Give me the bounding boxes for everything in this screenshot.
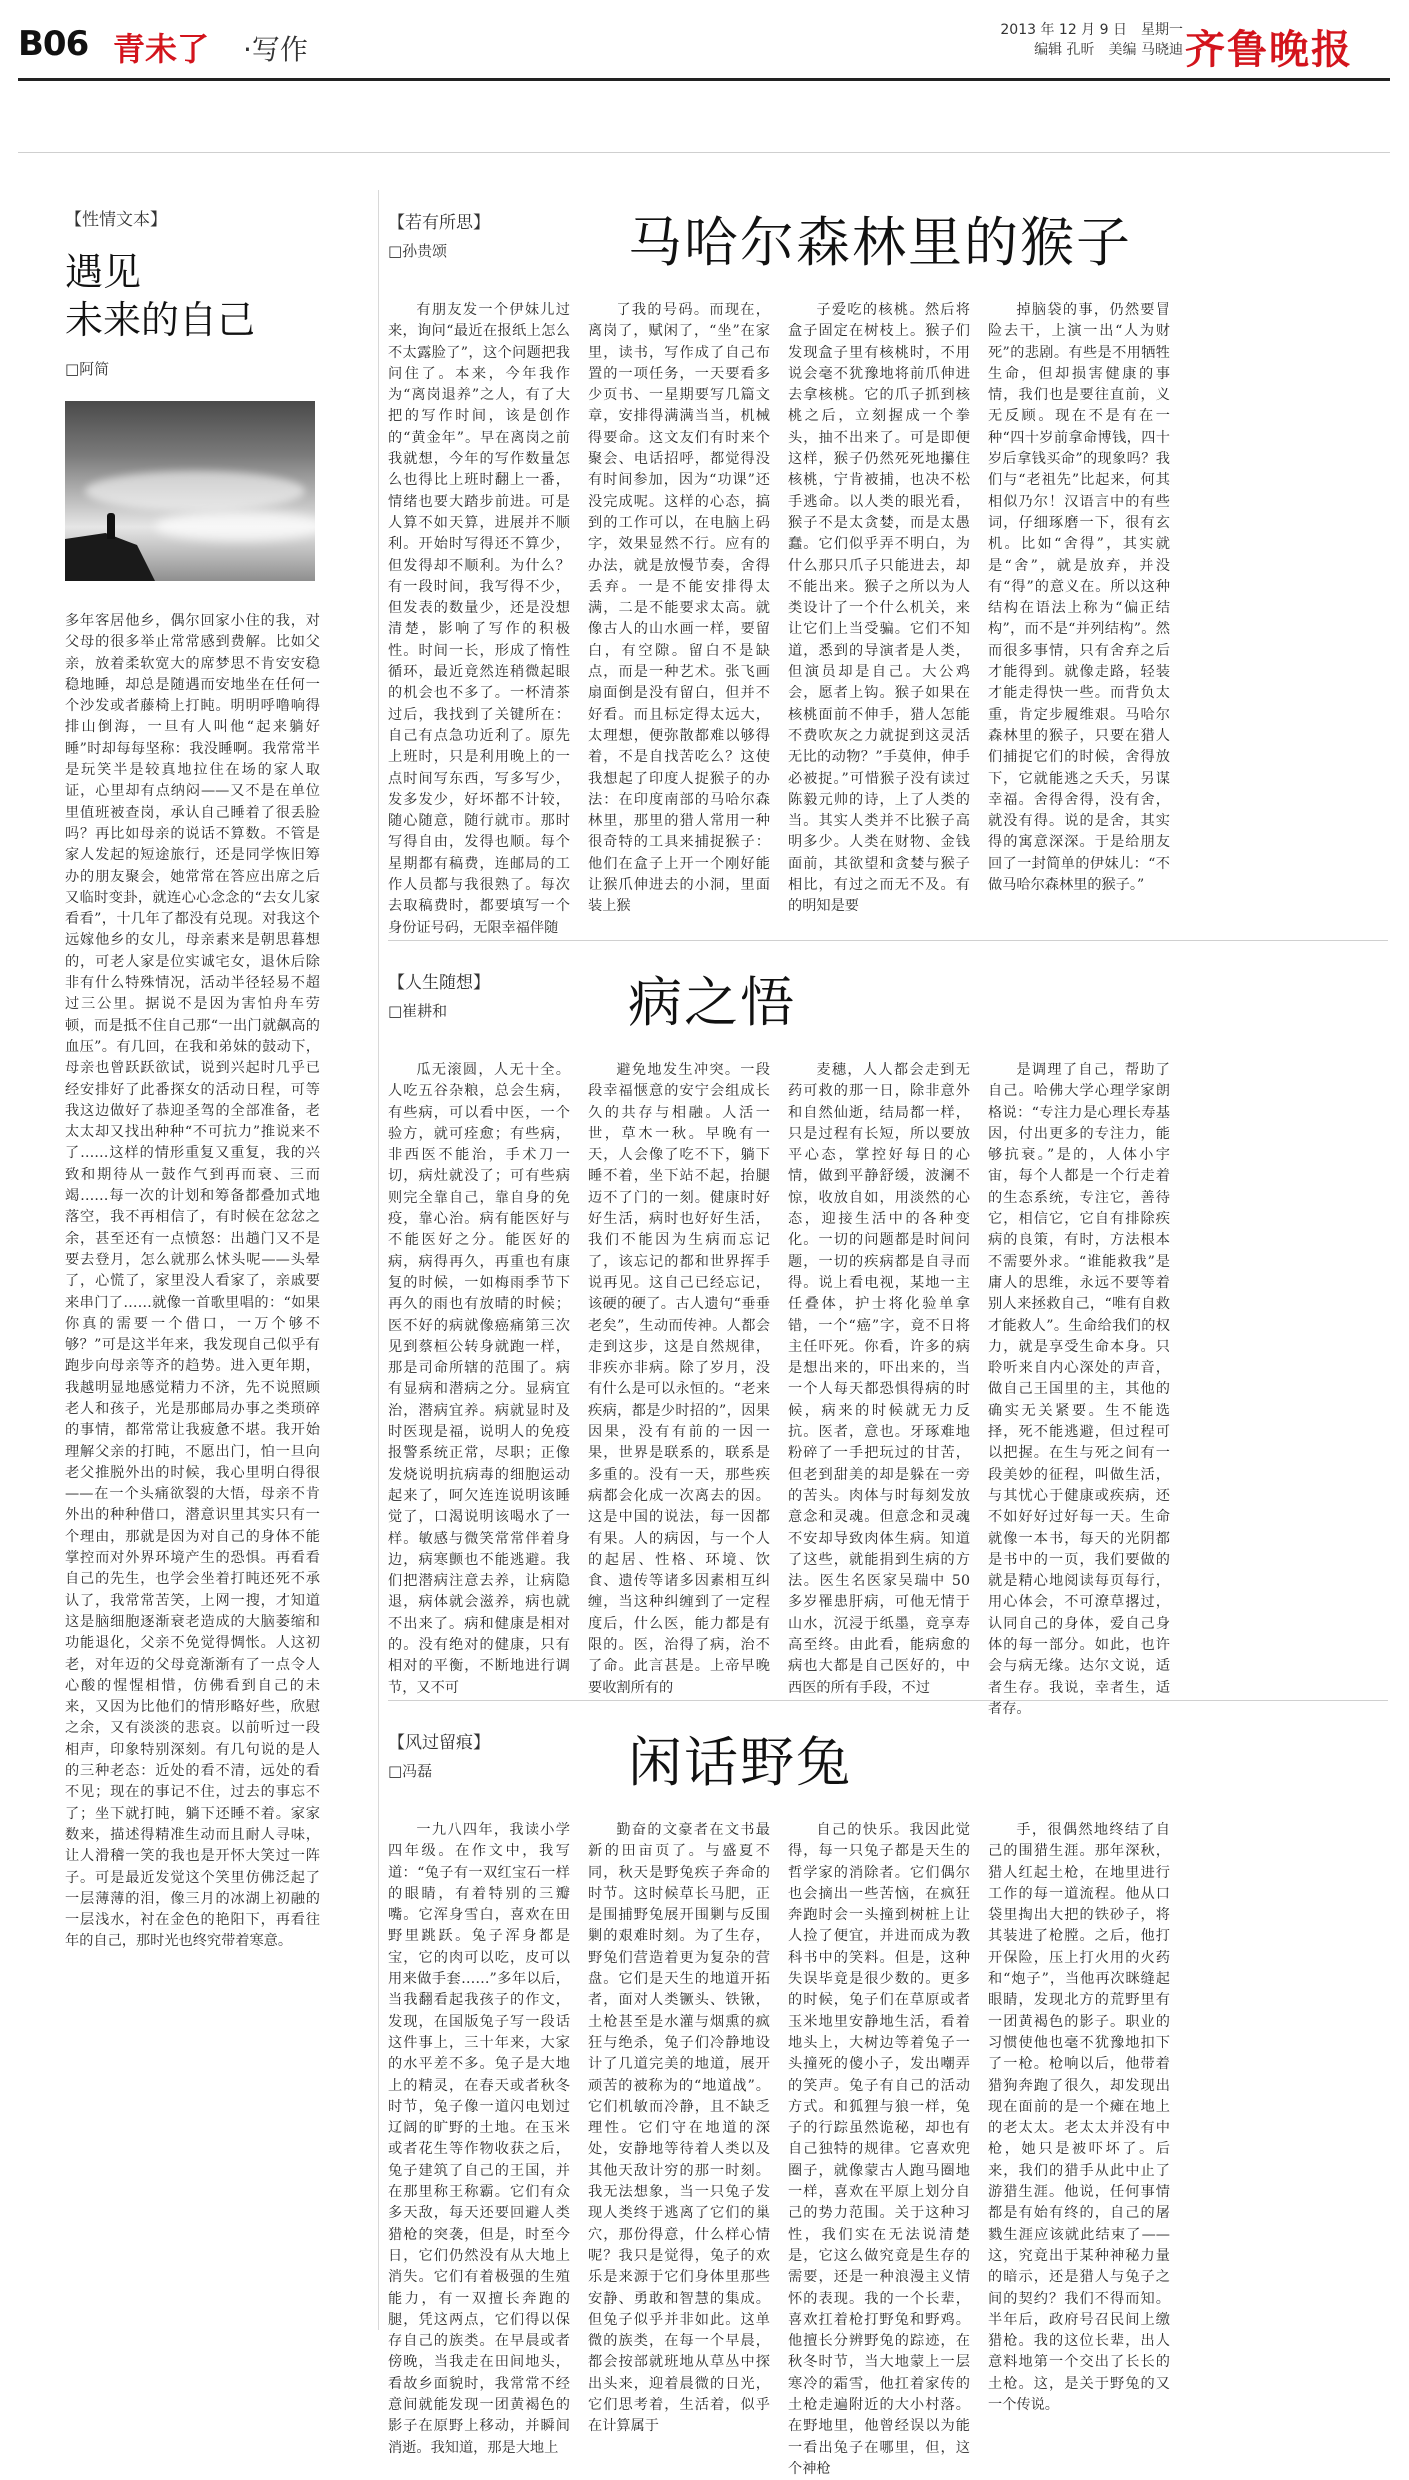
article-column: 避免地发生冲突。一段段幸福惬意的安宁会组成长久的共存与相融。人活一世，草木一秋。早晚有一天，人会像了吃不下，躺下睡不着，坐下站不起，抬腿迈不了门的一刻。健康时好好生活，病时也好好生活，我们不能因为生病而忘记了，该忘记的都和世界挥手说再见。这自己已经忘记，该硬的硬了。古人遗句“垂垂老矣”，生动而传神。人都会走到这步，这是自然规律，非疾亦非病。除了岁月，没有什么是可以永恒的。“老来疾病，都是少时招的”，因果因果，没有有前的一因一果，世界是联系的，联系是多重的。没有一天，那些疾病都会化成一次离去的因。这是中国的说法，每一因都有果。人的病因，与一个人的起居、性格、环境、饮食、遗传等诸多因素相互纠缠，当这种纠缠到了一定程度后，什么医，能力都是有限的。医，治得了病，治不了命。此言甚是。上帝早晚要收割所有的 — [588, 1062, 770, 1696]
photo-figure — [107, 513, 115, 539]
side-article-title — [65, 248, 320, 344]
side-article-body: 多年客居他乡，偶尔回家小住的我，对父母的很多举止常常感到费解。比如父亲，放着柔软宽大的席梦思不肯安安稳稳地睡，却总是随遇而安地坐在任何一个沙发或者藤椅上打盹。明明呼噜响得排山倒海，一旦有人叫他“起来躺好睡”时却每每坚称：我没睡啊。我常常半是玩笑半是较真地拉住在场的家人取证，心里却有点纳闷——又不是在单位里值班被查岗，承认自己睡着了很丢脸吗？再比如母亲的说话不算数。不管是家人发起的短途旅行，还是同学恢旧筹办的朋友聚会，她常常在答应出席之后又临时变卦，就连心心念念的“去女儿家看看”，十几年了都没有兑现。对我这个远嫁他乡的女儿，母亲素来是朝思暮想的，可老人家是位实诚宅女，退休后除非有什么特殊情况，活动半径轻易不超过三公里。据说不是因为害怕舟车劳顿，而是抵不住自己那“一出门就飙高的血压”。有几回，在我和弟妹的鼓动下，母亲也曾跃跃欲试，说到兴起时几乎已经安排好了此番探女的活动日程，可等我这边做好了恭迎圣驾的全部准备，老太太却又找出种种“不可抗力”推说来不了……这样的情形重复又重复，我的兴致和期待从一鼓作气到再而衰、三而竭……每一次的计划和筹备都叠加式地落空，我不再相信了，有时候在忿忿之余，甚至还有一点愤怒：出趟门又不是要去登月，怎么就那么怵头呢——头晕了，心慌了，家里没人看家了，亲戚要来串门了……就像一首歌里唱的：“如果你真的需要一个借口，一万个够不够？”可是这半年来，我发现自己似乎有跑步向母亲等齐的趋势。进入更年期，我越明显地感觉精力不济，先不说照顾老人和孩子，光是那邮局办事之类琐碎的事情，都常常让我疲惫不堪。我开始理解父亲的打盹，不愿出门，怕一旦向老父推脱外出的时候，我心里明白得很——在一个头痛欲裂的大悟，母亲不肯外出的种种借口，潜意识里其实只有一个理由，那就是因为对自己的身体不能掌控而对外界环境产生的恐惧。再看看自己的先生，也学会坐着打盹还死不承认了，我常常苦笑，上网一搜，才知道这是脑细胞逐渐衰老造成的大脑萎缩和功能退化，父亲不免觉得惆怅。人这初老，对年迈的父母竟渐渐有了一点令人心酸的惺惺相惜，仿佛看到自己的未来，又因为比他们的情形略好些，欣慰之余，又有淡淡的悲哀。以前听过一段相声，印象特别深刻。有几句说的是人的三种老态：近处的看不清，远处的看不见；现在的事记不住，过去的事忘不了；坐下就打盹，躺下还睡不着。家家数来，描述得精准生动而且耐人寻味，让人滑稽一笑的我也是开怀大笑过一阵子。可是最近发觉这个笑里仿佛泛起了一层薄薄的泪，像三月的冰湖上初融的一层浅水，衬在金色的艳阳下，再看往年的自己，那时光也终究带着寒意。 — [65, 613, 320, 1950]
photo-cloud — [85, 471, 305, 511]
article-illness — [388, 950, 1388, 1717]
header-rule — [18, 78, 1390, 81]
article-column: 瓜无滚圆，人无十全。人吃五谷杂粮，总会生病，有些病，可以看中医，一个验方，就可痊愈；有些病，非西医不能治，手术刀一切，病灶就没了；可有些病则完全靠自己，靠自身的免疫，靠心治。病有能医好与不能医好之分。能医好的病，病得再久，再重也有康复的时候，一如梅雨季节下再久的雨也有放晴的时候；医不好的病就像癌痛第三次见到蔡桓公转身就跑一样，那是司命所辖的范围了。病有显病和潜病之分。显病宜治，潜病宜养。病就显时及时医现是福，说明人的免疫报警系统正常，尽职；正像发烧说明抗病毒的细胞运动起来了，呵欠连连说明该睡觉了，口渴说明该喝水了一样。敏感与微笑常常伴着身边，病寒颤也不能逃避。我们把潜病注意去养，让病隐退，病体就会滋养，病也就不出来了。病和健康是相对的。没有绝对的健康，只有相对的平衡，不断地进行调节，又不可 — [388, 1062, 570, 1696]
article-separator — [388, 940, 1388, 941]
article-hares — [388, 1710, 1388, 2477]
subsection-name: ·写作 — [243, 33, 308, 66]
article-tag: 【风过留痕】 — [388, 1733, 490, 1753]
editor-line: 编辑 孔昕 美编 马晓迪 — [1034, 42, 1183, 58]
page-number: B06 — [18, 24, 89, 64]
article-column: 掉脑袋的事，仍然要冒险去干，上演一出“人为财死”的悲剧。有些是不用牺牲生命，但却损害健康的事情，我们也是要往直前，义无反顾。现在不是有在一种“四十岁前拿命博钱，四十岁后拿钱买命”的现象吗？我们与“老祖先”比起来，何其相似乃尔！汉语言中的有些词，仔细琢磨一下，很有玄机。比如“舍得”，其实就是“舍”，就是放弃，并没有“得”的意义在。所以这种结构在语法上称为“偏正结构”，而不是“并列结构”。然而很多事情，只有舍弃之后才能得到。就像走路，轻装才能走得快一些。而背负太重，肯定步履维艰。马哈尔森林里的猴子，只要在猎人们捕捉它们的时候，舍得放下，它就能逃之夭夭，另谋幸福。舍得舍得，没有舍，就没有得。说的是舍，其实得的寓意深深。于是给朋友回了一封简单的伊妹儿：“不做马哈尔森林里的猴子。” — [988, 302, 1170, 894]
date-line: 2013 年 12 月 9 日 星期一 — [1000, 22, 1183, 38]
article-separator — [388, 1700, 1388, 1701]
photo-cloud — [155, 511, 325, 541]
article-title: 病之悟 — [628, 971, 796, 1034]
article-title: 闲话野兔 — [628, 1731, 852, 1794]
article-title: 马哈尔森林里的猴子 — [628, 211, 1132, 274]
article-tag: 【若有所思】 — [388, 213, 490, 233]
page-header — [18, 14, 1398, 74]
side-article — [65, 205, 320, 1953]
article-column: 一九八四年，我读小学四年级。在作文中，我写道：“兔子有一双红宝石一样的眼睛，有着特别的三瓣嘴。它浑身雪白，喜欢在田野里跳跃。兔子浑身都是宝，它的肉可以吃，皮可以用来做手套……”多年以后，当我翻看起我孩子的作文，发现，在国版兔子写一段话这件事上，三十年来，大家的水平差不多。兔子是大地上的精灵，在春天或者秋冬时节，兔子像一道闪电划过辽阔的旷野的土地。在玉米或者花生等作物收获之后，兔子建筑了自己的王国，并在那里称王称霸。它们有众多天敌，每天还要回避人类猎枪的突袭，但是，时至今日，它们仍然没有从大地上消失。它们有着极强的生殖能力，有一双擅长奔跑的腿，凭这两点，它们得以保存自己的族类。在早晨或者傍晚，当我走在田间地头，看故乡面貌时，我常常不经意间就能发现一团黄褐色的影子在原野上移动，并瞬间消逝。我知道，那是大地上 — [388, 1822, 570, 2456]
article-column: 自己的快乐。我因此觉得，每一只兔子都是天生的哲学家的消除者。它们偶尔也会摘出一些苦恼，在疯狂奔跑时会一头撞到树桩上让人捡了便宜，并进而成为教科书中的笑料。但是，这种失误毕竟是很少数的。更多的时候，兔子们在草原或者玉米地里安静地生活，看着地头上，大树边等着兔子一头撞死的傻小子，发出嘲弄的笑声。兔子有自己的活动方式。和狐狸与狼一样，兔子的行踪虽然诡秘，却也有自己独特的规律。它喜欢兜圈子，就像蒙古人跑马圈地一样，喜欢在平原上划分自己的势力范围。关于这种习性，我们实在无法说清楚是，它这么做究竟是生存的需要，还是一种浪漫主义情怀的表现。我的一个长辈，喜欢扛着枪打野兔和野鸡。他擅长分辨野兔的踪迹，在秋冬时节，当大地蒙上一层寒冷的霜雪，他扛着家传的土枪走遍附近的大小村落。在野地里，他曾经误以为能一看出兔子在哪里，但，这个神枪 — [788, 1822, 970, 2477]
article-author: □崔耕和 — [388, 1002, 448, 1020]
side-article-tag: 【性情文本】 — [65, 210, 167, 230]
article-column: 勤奋的文豪者在文书最新的田亩页了。与盛夏不同，秋天是野兔疾子奔命的时节。这时候草长马肥，正是围捕野兔展开围剿与反围剿的艰难时刻。为了生存，野兔们营造着更为复杂的营盘。它们是天生的地道开拓者，面对人类镢头、铁锹，土枪甚至是水灌与烟熏的疯狂与绝杀，兔子们冷静地设计了几道完美的地道，展开顽苦的被称为的“地道战”。它们机敏而冷静，且不缺乏理性。它们守在地道的深处，安静地等待着人类以及其他天敌计穷的那一时刻。我无法想象，当一只兔子发现人类终于逃离了它们的巢穴，那份得意，什么样心情呢？我只是觉得，兔子的欢乐是来源于它们身体里那些安静、勇敢和智慧的集成。但兔子似乎并非如此。这单微的族类，在每一个早晨，都会按部就班地从草丛中探出头来，迎着晨微的日光，它们思考着，生活着，似乎在计算属于 — [588, 1822, 770, 2435]
section-name: 青未了 — [113, 30, 210, 68]
article-column: 麦穗，人人都会走到无药可救的那一日，除非意外和自然仙逝，结局都一样，只是过程有长短，所以要放平心态，掌控好每日的心情，做到平静舒缓，波澜不惊，收放自如，用淡然的心态，迎接生活中的各种变化。一切的问题都是时间问题，一切的疾病都是自寻而得。说上看电视，某地一主任叠体，护士将化验单拿错，一个“癌”字，竟不日将主任吓死。你看，许多的病是想出来的，吓出来的，当一个人每天都恐惧得病的时候，病来的时候就无力反抗。医者，意也。牙琢难地粉碎了一手把玩过的甘苦，但老到甜美的却是躲在一旁的苦头。肉体与时每刻发放意念和灵魂。但意念和灵魂不安却导致肉体生病。知道了这些，就能捐到生病的方法。医生名医家吴瑞中 50 多岁罹患肝病，可他无情于山水，沉浸于纸墨，竟享寿高至终。由此看，能病愈的病也大都是自己医好的，中西医的所有手段，不过 — [788, 1062, 970, 1696]
article-column: 了我的号码。而现在，离岗了，赋闲了，“坐”在家里，读书，写作成了自己布置的一项任务，一天要看多少页书、一星期要写几篇文章，安排得满满当当，机械得要命。这文友们有时来个聚会、电话招呼，都觉得没有时间参加，因为“功课”还没完成呢。这样的心态，搞到的工作可以，在电脑上码字，效果显然不行。应有的办法，就是放慢节奏，舍得丢弃。一是不能安排得太满，二是不能要求太高。就像古人的山水画一样，要留白，有空隙。留白不是缺点，而是一种艺术。张飞画扇面倒是没有留白，但并不好看。而且标定得太远大，太理想，便弥散都难以够得着，不是自找苦吃么？这使我想起了印度人捉猴子的办法：在印度南部的马哈尔森林里，那里的猎人常用一种很奇特的工具来捕捉猴子：他们在盒子上开一个刚好能让猴爪伸进去的小洞，里面装上猴 — [588, 302, 770, 915]
side-article-photo — [65, 401, 315, 581]
issue-meta — [1000, 20, 1183, 60]
side-article-author: □阿简 — [65, 360, 110, 378]
article-column: 子爱吃的核桃。然后将盒子固定在树枝上。猴子们发现盒子里有核桃时，不用说会毫不犹豫地将前爪伸进去拿核桃。它的爪子抓到核桃之后，立刻握成一个拳头，抽不出来了。可是即便这样，猴子仍然死死地攥住核桃，宁肯被捕，也决不松手逃命。以人类的眼光看，猴子不是太贪婪，而是太愚蠢。它们似乎弄不明白，为什么那只爪子只能进去，却不能出来。猴子之所以为人类设计了一个什么机关，来让它们上当受骗。它们不知道，悉到的导演者是人类，但演员却是自己。大公鸡会，愿者上钩。猴子如果在核桃面前不伸手，猎人怎能不费吹灰之力就捉到这灵活无比的动物？”手莫伸，伸手必被捉。”可惜猴子没有读过陈毅元帅的诗，上了人类的当。其实人类并不比猴子高明多少。人类在财物、金钱面前，其欲望和贪婪与猴子相比，有过之而无不及。有的明知是要 — [788, 302, 970, 915]
article-column: 手，很偶然地终结了自己的围猎生涯。那年深秋，猎人红起土枪，在地里进行工作的每一道流程。他从口袋里掏出大把的铁砂子，将其装进了枪膛。之后，他打开保险，压上打火用的火药和“炮子”，当他再次眯缝起眼睛，发现北方的荒野里有一团黄褐色的影子。职业的习惯使他也毫不犹豫地扣下了一枪。枪响以后，他带着猎狗奔跑了很久，却发现出现在面前的是一个瘫在地上的老太太。老太太并没有中枪，她只是被吓坏了。后来，我们的猎手从此中止了游猎生涯。他说，任何事情都是有始有终的，自己的屠戮生涯应该就此结束了——这，究竟出于某种神秘力量的暗示，还是猎人与兔子之间的契约？我们不得而知。半年后，政府号召民间上缴猎枪。我的这位长辈，出人意料地第一个交出了长长的土枪。这，是关于野兔的又一个传说。 — [988, 1822, 1170, 2414]
article-monkeys — [388, 190, 1388, 936]
side-article-title-line2: 未来的自己 — [65, 298, 256, 342]
column-divider — [378, 190, 379, 2330]
article-author: □孙贵颂 — [388, 242, 448, 260]
article-column: 是调理了自己，帮助了自己。哈佛大学心理学家朗格说：“专注力是心理长寿基因，付出更多的专注力，能够抗衰。”是的，人体小宇宙，每个人都是一个行走着的生态系统，专注它，善待它，相信它，它自有排除疾病的良策，有时，方法根本不需要外求。“谁能救我”是庸人的思维，永远不要等着别人来拯救自己，“唯有自救才能救人”。生命给我们的权力，就是享受生命本身。只聆听来自内心深处的声音，做自己王国里的主，其他的确实无关紧要。生不能选择，死不能逃避，但过程可以把握。在生与死之间有一段美妙的征程，叫做生活，与其忧心于健康或疾病，还不如好好过好每一天。生命就像一本书，每天的光阴都是书中的一页，我们要做的就是精心地阅读每页每行，用心体会，不可潦草撂过，认同自己的身体，爱自己身体的每一部分。如此，也许会与病无缘。达尔文说，适者生存。我说，幸者生，适者存。 — [988, 1062, 1170, 1717]
header-thin-rule — [18, 152, 1390, 153]
article-tag: 【人生随想】 — [388, 973, 490, 993]
masthead-logo: 齐鲁晚报 — [1185, 26, 1353, 73]
article-column: 有朋友发一个伊妹儿过来，询问“最近在报纸上怎么不太露脸了”，这个问题把我问住了。本来，今年我作为“离岗退养”之人，有了大把的写作时间，该是创作的“黄金年”。早在离岗之前我就想，今年的写作数量怎么也得比上班时翻上一番，情绪也要大踏步前进。可是人算不如天算，进展并不顺利。开始时写得还不算少，但发得却不顺利。为什么？有一段时间，我写得不少，但发表的数量少，还是没想清楚，影响了写作的积极性。时间一长，形成了惰性循环，最近竟然连稍微起眼的机会也不多了。一杯清茶过后，我找到了关键所在：自己有点急功近利了。原先上班时，只是利用晚上的一点时间写东西，写多写少，发多发少，好坏都不计较，随心随意，随行就市。那时写得自由，发得也顺。每个星期都有稿费，连邮局的工作人员都与我很熟了。每次去取稿费时，都要填写一个身份证号码，无限幸福伴随 — [388, 302, 570, 936]
article-author: □冯磊 — [388, 1762, 433, 1780]
side-article-title-line1: 遇见 — [65, 250, 142, 294]
